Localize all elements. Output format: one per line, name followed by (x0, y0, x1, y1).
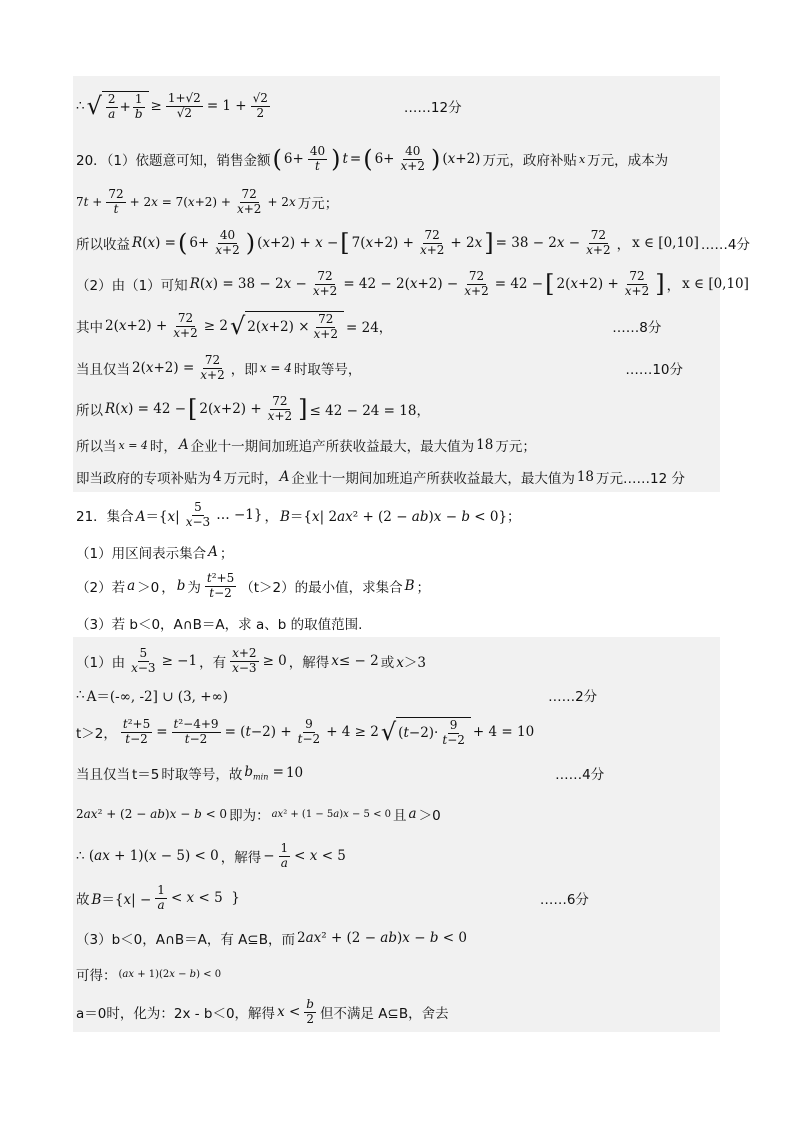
conclusion-line-1: 所以当 x = 4 时， A 企业十一期间加班追产所获收益最大，最大值为 18 万元； (76, 437, 536, 455)
sol21-line-1: （1）由 $\frac{5}{x-3}$ ≥ −1 ，有 $\frac{x+2}{x-3}$ ≥ 0 ，解得 x≤ − 2 或 x＞3 (76, 646, 426, 675)
sol21-line-5: 2ax² + (2 − ab)x − b < 0 即为： ax² + (1 − 5a)x − 5 < 0 且 a ＞0 (76, 806, 441, 824)
sol21-line-9: 可得： (ax + 1)(2x − b) < 0 (76, 968, 222, 984)
sol21-line-8: （3）b＜0，A∩B＝A，有 A⊆B，而 2ax² + (2 − ab)x − b < 0 (76, 930, 467, 948)
am-gm-line: 其中 2(x+2) + $\frac{72}{x+2}$ ≥ 2 √ 2(x+2) × $\frac{72}{x+2}$ = 24， ……8分 (76, 311, 662, 341)
score-4: ……4分 (700, 237, 750, 253)
sol21-line-4: 当且仅当 t＝5 时取等号，故 $b_{min}$ = 10 ……4分 (76, 764, 605, 783)
equality-line: 当且仅当 2(x+2) = $\frac{72}{x+2}$ ，即 x = 4 时取等号， ……10分 (76, 353, 684, 382)
q21-part1: （1）用区间表示集合 A ； (76, 544, 234, 562)
score-2: ……2分 (548, 689, 598, 705)
formula-line-1: ∴ √ $\frac{2}{a}$ + $\frac{1}{b}$ ≥ $\frac{1+√2}{√2}$ = 1 + $\frac{√2}{2}$ ……12分 (76, 91, 462, 121)
score-10: ……10分 (625, 362, 684, 378)
sol21-line-2: ∴ A＝(-∞, -2] ∪ (3, +∞) ……2分 (76, 687, 598, 705)
q21-title: 21．集合 A＝{x| $\frac{5}{x-3}$ … −1} ， B＝{x| 2ax² + (2 − ab)x − b < 0}； (76, 500, 521, 529)
sol21-line-10: a＝0时，化为：2x - b＜0，解得 x < $\frac{b}{2}$ 但不满足 A⊆B，舍去 (76, 997, 449, 1026)
result-line: 所以 R(x) = 42 − [ 2(x+2) + $\frac{72}{x+2}$ ] ≤ 42 − 24 = 18， (76, 394, 430, 423)
score-8: ……8分 (612, 320, 662, 336)
score-6: ……6分 (539, 892, 589, 908)
q20-part1-line: 20．（1）依题意可知，销售金额 ( 6+ $\frac{40}{t}$ ) t = ( 6+ $\frac{40}{x+2}$ ) (x+2) 万元，政府补贴 x 万元，成本为 (76, 144, 669, 173)
score-12: ……12分 (403, 100, 462, 116)
revenue-line: 所以收益 R(x) = ( 6+ $\frac{40}{x+2}$ ) (x+2) + x − [ 7(x+2) + $\frac{72}{x+2}$ + 2x ] = 38 − 2x − $\frac{72}{x+2}$ ， x ∈ [0,10] ……4分 (76, 228, 750, 257)
q21-part3: （3）若 b＜0，A∩B＝A，求 a、b 的取值范围. (76, 617, 363, 633)
sol21-line-6: ∴ (ax + 1)(x − 5) < 0 ，解得 − $\frac{1}{a}$ < x < 5 (76, 841, 346, 870)
q21-part2: （2）若 a ＞0 ， b 为 $\frac{\text{t²+5}}{t-2}$ （t＞2）的最小值，求集合 B ； (76, 571, 431, 600)
conclusion-line-2: 即当政府的专项补贴为 4 万元时， A 企业十一期间加班追产所获收益最大，最大值为 18 万元……12 分 (76, 469, 686, 487)
cost-line: 7t + $\frac{72}{t}$ + 2x = 7(x+2) + $\frac{72}{x+2}$ + 2x 万元； (76, 187, 339, 216)
q20-part2-line: （2）由（1）可知 R(x) = 38 − 2x − $\frac{72}{x+2}$ = 42 − 2(x+2) − $\frac{72}{x+2}$ = 42 − [ 2(x+2) + $\frac{72}{x+2}$ ] ， x ∈ [0,10] (76, 269, 749, 298)
sol21-line-3: t＞2， $\frac{\text{t²+5}}{t-2}$ = $\frac{\text{t²−4+9}}{t-2}$ = (t−2) + $\frac{9}{t-2}$ + 4 ≥ 2 √ (t−2)· $\frac{9}{t-2}$ + 4 = 10 (76, 717, 535, 747)
sol21-line-7: 故 B＝{x| − $\frac{1}{a}$ < x < 5 } ……6分 (76, 883, 589, 912)
score-4b: ……4分 (555, 767, 605, 783)
